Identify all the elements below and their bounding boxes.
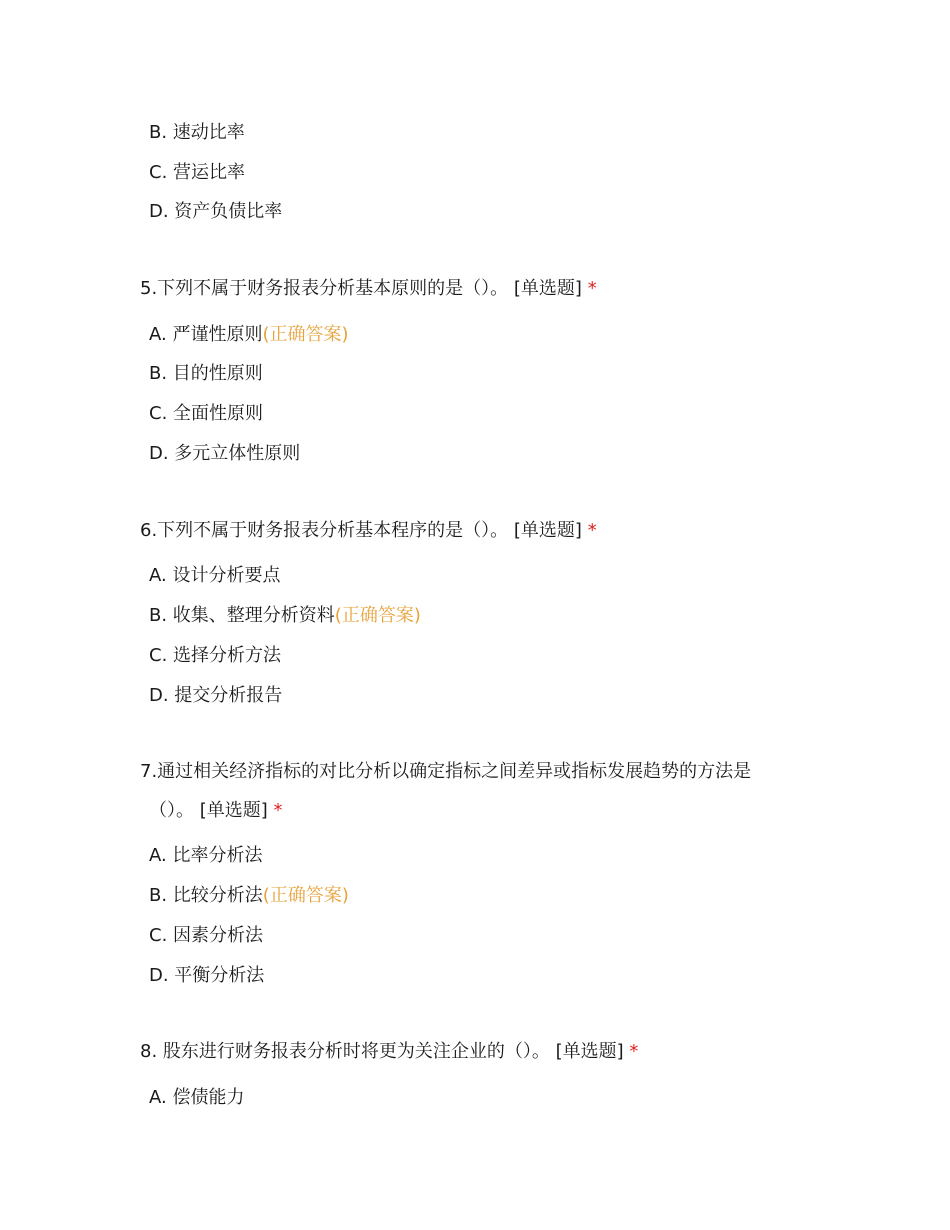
question-type-tag: [单选题]: [199, 800, 268, 821]
required-marker: *: [273, 800, 283, 821]
q8-title: [140, 1040, 638, 1064]
option-text: D. 多元立体性原则: [149, 443, 301, 464]
question-text: 7.通过相关经济指标的对比分析以确定指标之间差异或指标发展趋势的方法是: [140, 761, 752, 782]
q7-title-line1: [140, 760, 751, 784]
question-text: 8. 股东进行财务报表分析时将更为关注企业的（）。: [140, 1041, 550, 1062]
correct-answer-tag: (正确答案): [334, 605, 421, 626]
q5-option-c: [149, 402, 263, 426]
option-text: D. 资产负债比率: [149, 201, 283, 222]
q5-option-d: [149, 442, 300, 466]
q5-option-a: [149, 323, 349, 347]
q8-option-a: [149, 1086, 244, 1110]
required-marker: *: [587, 520, 597, 541]
option-text: A. 严谨性原则: [149, 324, 263, 345]
question-type-tag: [单选题]: [513, 278, 582, 299]
q7-option-d: [149, 964, 264, 988]
option-text: D. 提交分析报告: [149, 685, 283, 706]
correct-answer-tag: (正确答案): [262, 324, 349, 345]
q6-option-b: [149, 604, 421, 628]
option-text: A. 偿债能力: [149, 1087, 245, 1108]
option-text: B. 速动比率: [149, 122, 245, 143]
required-marker: *: [629, 1041, 639, 1062]
option-text: B. 比较分析法: [149, 885, 263, 906]
question-text-cont: （）。: [149, 800, 194, 821]
question-text: 6.下列不属于财务报表分析基本程序的是（）。: [140, 520, 509, 541]
q7-option-b: [149, 884, 349, 908]
q6-option-a: [149, 564, 280, 588]
option-text: C. 因素分析法: [149, 925, 264, 946]
q4-option-b: [149, 121, 245, 145]
option-text: C. 全面性原则: [149, 403, 264, 424]
option-text: A. 比率分析法: [149, 845, 263, 866]
required-marker: *: [587, 278, 597, 299]
option-text: A. 设计分析要点: [149, 565, 281, 586]
question-type-tag: [单选题]: [513, 520, 582, 541]
q5-title: [140, 277, 597, 301]
q5-option-b: [149, 362, 263, 386]
q4-option-d: [149, 200, 282, 224]
correct-answer-tag: (正确答案): [262, 885, 349, 906]
question-type-tag: [单选题]: [555, 1041, 624, 1062]
q4-option-c: [149, 161, 245, 185]
q7-option-c: [149, 924, 263, 948]
option-text: B. 收集、整理分析资料: [149, 605, 335, 626]
q6-option-d: [149, 684, 282, 708]
option-text: B. 目的性原则: [149, 363, 263, 384]
q7-option-a: [149, 844, 262, 868]
option-text: C. 营运比率: [149, 162, 246, 183]
q6-option-c: [149, 644, 281, 668]
question-text: 5.下列不属于财务报表分析基本原则的是（）。: [140, 278, 509, 299]
q6-title: [140, 519, 597, 543]
option-text: D. 平衡分析法: [149, 965, 265, 986]
q7-title-line2: [149, 799, 283, 823]
option-text: C. 选择分析方法: [149, 645, 282, 666]
